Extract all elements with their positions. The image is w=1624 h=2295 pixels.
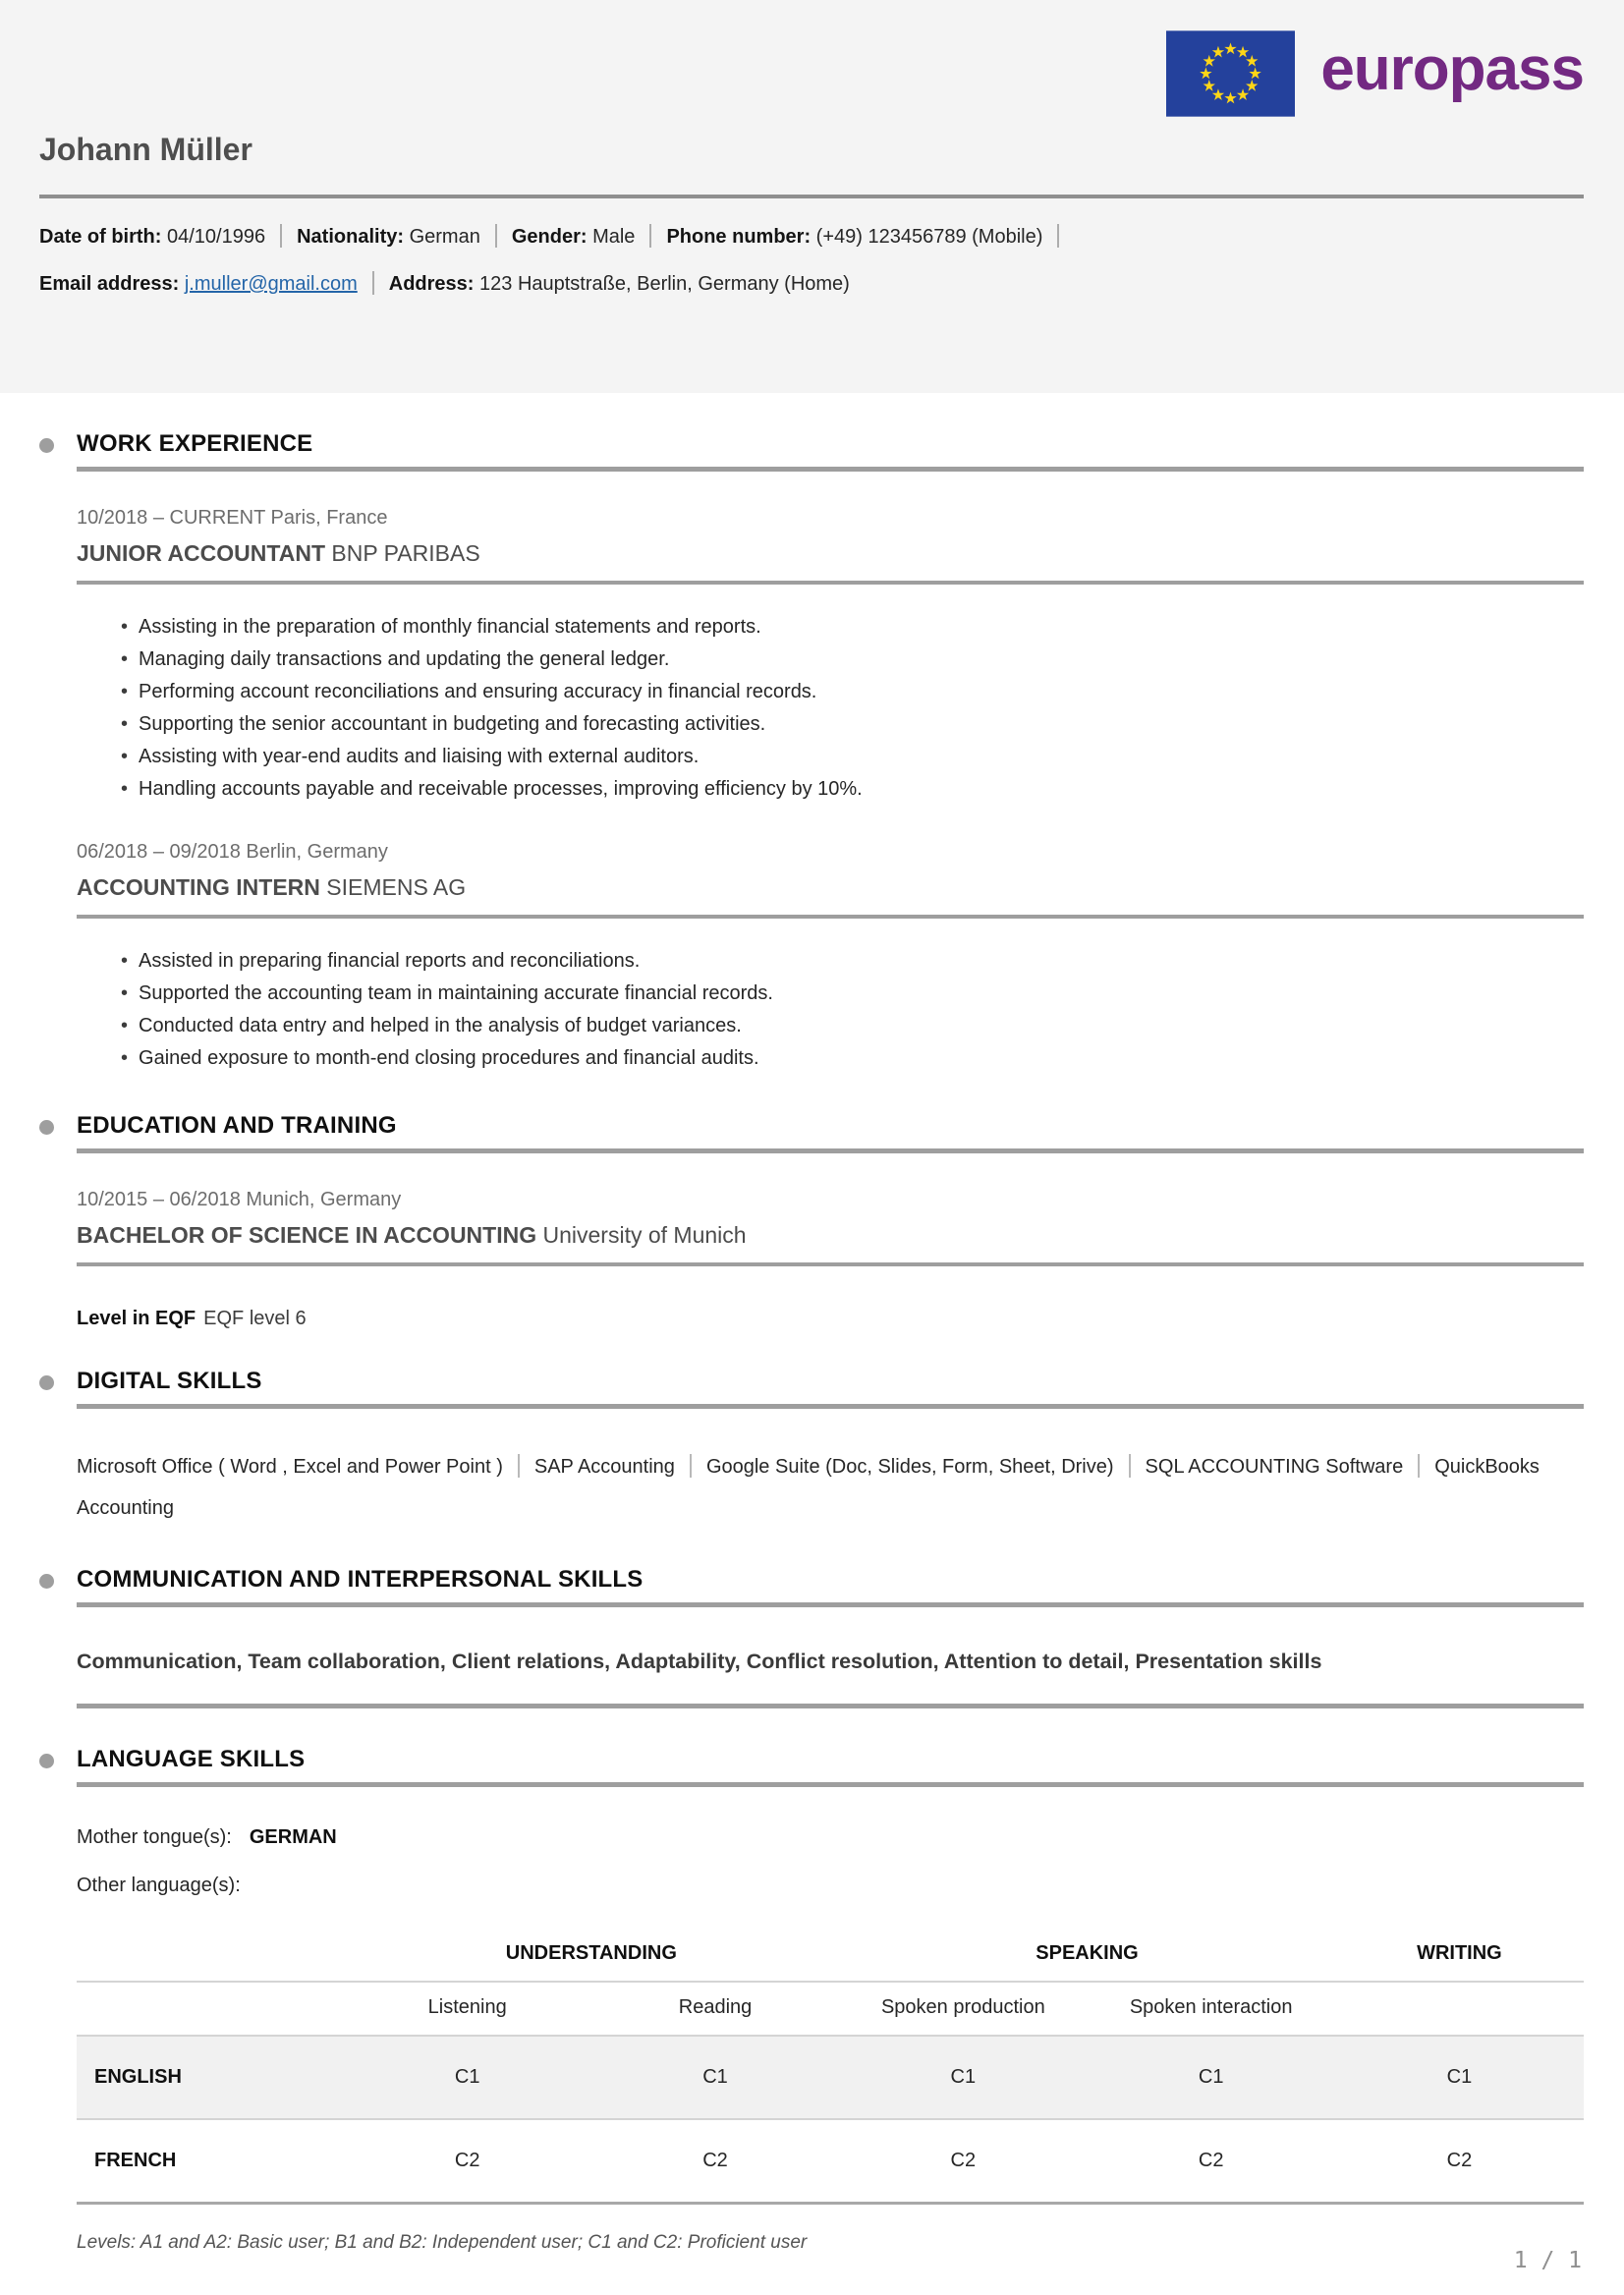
job-role: ACCOUNTING INTERN xyxy=(77,874,320,900)
section-title: COMMUNICATION AND INTERPERSONAL SKILLS xyxy=(77,1566,644,1593)
job-role: JUNIOR ACCOUNTANT xyxy=(77,540,325,566)
list-item: • Assisting with year-end audits and liaising with external auditors. xyxy=(121,741,1584,773)
section-rule xyxy=(77,1148,1584,1153)
skill-item: Google Suite (Doc, Slides, Form, Sheet, Drive) xyxy=(705,1456,1114,1478)
contact-line-2 xyxy=(39,269,1584,299)
job-location: Berlin, Germany xyxy=(246,841,388,863)
list-item: • Managing daily transactions and updating the general ledger. xyxy=(121,644,1584,676)
section-bullet-icon xyxy=(39,1375,54,1390)
field-separator xyxy=(649,224,651,248)
section-bullet-icon xyxy=(39,438,54,453)
level-cell: C2 xyxy=(1088,2119,1335,2204)
level-cell: C2 xyxy=(344,2119,591,2204)
column-subheader: Reading xyxy=(591,1982,839,2036)
education-period: 10/2015 – 06/2018 xyxy=(77,1189,241,1210)
level-cell: C1 xyxy=(1335,2036,1584,2119)
eu-flag-icon xyxy=(1166,30,1295,117)
list-item: • Conducted data entry and helped in the analysis of budget variances. xyxy=(121,1010,1584,1042)
address-field: Address: 123 Hauptstraße, Berlin, Germany (Home) xyxy=(388,273,850,295)
section-bullet-icon xyxy=(39,1754,54,1768)
list-item: • Supporting the senior accountant in budgeting and forecasting activities. xyxy=(121,708,1584,741)
gender-field: Gender: Male xyxy=(511,226,636,248)
school-name: University of Munich xyxy=(542,1222,747,1248)
cv-body xyxy=(0,430,1624,2254)
cv-header xyxy=(0,0,1624,393)
section-title: LANGUAGE SKILLS xyxy=(77,1746,306,1772)
field-separator xyxy=(280,224,282,248)
section-title: EDUCATION AND TRAINING xyxy=(77,1112,397,1139)
table-sub-header-row xyxy=(77,1982,1584,2036)
page-number: 1 / 1 xyxy=(1513,2248,1582,2273)
education-entry xyxy=(77,1186,1584,1330)
levels-footnote: Levels: A1 and A2: Basic user; B1 and B2: Independent user; C1 and C2: Proficient user xyxy=(77,2232,808,2253)
section-title: WORK EXPERIENCE xyxy=(77,430,313,457)
other-languages-label: Other language(s): xyxy=(77,1875,241,1896)
section-work-experience xyxy=(39,430,1584,1075)
list-item: • Supported the accounting team in maintaining accurate financial records. xyxy=(121,978,1584,1010)
skill-item: QuickBooks Accounting xyxy=(77,1456,1540,1519)
degree-title: BACHELOR OF SCIENCE IN ACCOUNTING xyxy=(77,1222,537,1248)
europass-wordmark: europass xyxy=(1320,35,1584,103)
job-duties-list xyxy=(77,945,1584,1075)
email-field: Email address: j.muller@gmail.com xyxy=(39,273,358,295)
field-separator xyxy=(1129,1454,1131,1478)
entry-rule xyxy=(77,1262,1584,1266)
language-name: FRENCH xyxy=(77,2119,344,2204)
nationality-field: Nationality: German xyxy=(297,226,480,248)
level-cell: C2 xyxy=(591,2119,839,2204)
mother-tongue-value: GERMAN xyxy=(249,1826,337,1848)
section-communication-skills xyxy=(39,1566,1584,1708)
level-cell: C1 xyxy=(1088,2036,1335,2119)
list-item: • Assisted in preparing financial reports and reconciliations. xyxy=(121,945,1584,978)
job-period: 06/2018 – 09/2018 xyxy=(77,841,241,863)
entry-rule xyxy=(77,915,1584,919)
table-row xyxy=(77,2119,1584,2204)
skill-item: Microsoft Office ( Word , Excel and Power Point ) xyxy=(77,1456,503,1478)
section-rule xyxy=(77,1602,1584,1607)
level-cell: C1 xyxy=(839,2036,1087,2119)
field-separator xyxy=(372,271,374,295)
section-digital-skills xyxy=(39,1368,1584,1529)
contact-line-1 xyxy=(39,222,1584,252)
column-subheader: Listening xyxy=(344,1982,591,2036)
list-item: • Assisting in the preparation of monthly financial statements and reports. xyxy=(121,611,1584,644)
field-separator xyxy=(495,224,497,248)
digital-skills-list xyxy=(77,1446,1584,1529)
level-cell: C2 xyxy=(1335,2119,1584,2204)
column-header: WRITING xyxy=(1335,1942,1584,1982)
job-company: BNP PARIBAS xyxy=(331,540,480,566)
level-cell: C1 xyxy=(344,2036,591,2119)
entry-rule xyxy=(77,1704,1584,1708)
level-cell: C1 xyxy=(591,2036,839,2119)
section-language-skills xyxy=(39,1746,1584,2254)
job-entry xyxy=(77,838,1584,1075)
job-entry xyxy=(77,504,1584,806)
table-row xyxy=(77,2036,1584,2119)
dob-field: Date of birth: 04/10/1996 xyxy=(39,226,266,248)
header-divider xyxy=(39,195,1584,198)
job-company: SIEMENS AG xyxy=(326,874,467,900)
column-subheader: Spoken production xyxy=(839,1982,1087,2036)
eqf-level: Level in EQF EQF level 6 xyxy=(77,1308,307,1329)
skill-item: SAP Accounting xyxy=(533,1456,675,1478)
language-name: ENGLISH xyxy=(77,2036,344,2119)
section-title: DIGITAL SKILLS xyxy=(77,1368,262,1394)
job-period: 10/2018 – CURRENT xyxy=(77,507,265,529)
field-separator xyxy=(1418,1454,1420,1478)
europass-logo xyxy=(39,29,1584,118)
column-subheader: Spoken interaction xyxy=(1088,1982,1335,2036)
entry-rule xyxy=(77,581,1584,585)
field-separator xyxy=(690,1454,692,1478)
column-header: SPEAKING xyxy=(839,1942,1335,1982)
communication-skills-text: Communication, Team collaboration, Client relations, Adaptability, Conflict resolution, Attention to detail, Presentation skills xyxy=(77,1650,1322,1673)
list-item: • Handling accounts payable and receivable processes, improving efficiency by 10%. xyxy=(121,773,1584,806)
section-rule xyxy=(77,1782,1584,1787)
table-group-header-row xyxy=(77,1942,1584,1982)
job-duties-list xyxy=(77,611,1584,806)
mother-tongue-line: Mother tongue(s): GERMAN xyxy=(77,1826,337,1848)
job-location: Paris, France xyxy=(270,507,388,529)
phone-field: Phone number: (+49) 123456789 (Mobile) xyxy=(666,226,1043,248)
field-separator xyxy=(1057,224,1059,248)
language-skills-table xyxy=(77,1942,1584,2205)
column-header: UNDERSTANDING xyxy=(344,1942,840,1982)
section-rule xyxy=(77,1404,1584,1409)
field-separator xyxy=(518,1454,520,1478)
section-rule xyxy=(77,467,1584,472)
list-item: • Performing account reconciliations and ensuring accuracy in financial records. xyxy=(121,676,1584,708)
section-education xyxy=(39,1112,1584,1330)
person-name: Johann Müller xyxy=(39,132,252,167)
contact-info xyxy=(39,222,1584,299)
level-cell: C2 xyxy=(839,2119,1087,2204)
section-bullet-icon xyxy=(39,1574,54,1589)
list-item: • Gained exposure to month-end closing procedures and financial audits. xyxy=(121,1042,1584,1075)
skill-item: SQL ACCOUNTING Software xyxy=(1145,1456,1404,1478)
education-location: Munich, Germany xyxy=(246,1189,402,1210)
section-bullet-icon xyxy=(39,1120,54,1135)
email-link[interactable]: j.muller@gmail.com xyxy=(184,273,358,295)
